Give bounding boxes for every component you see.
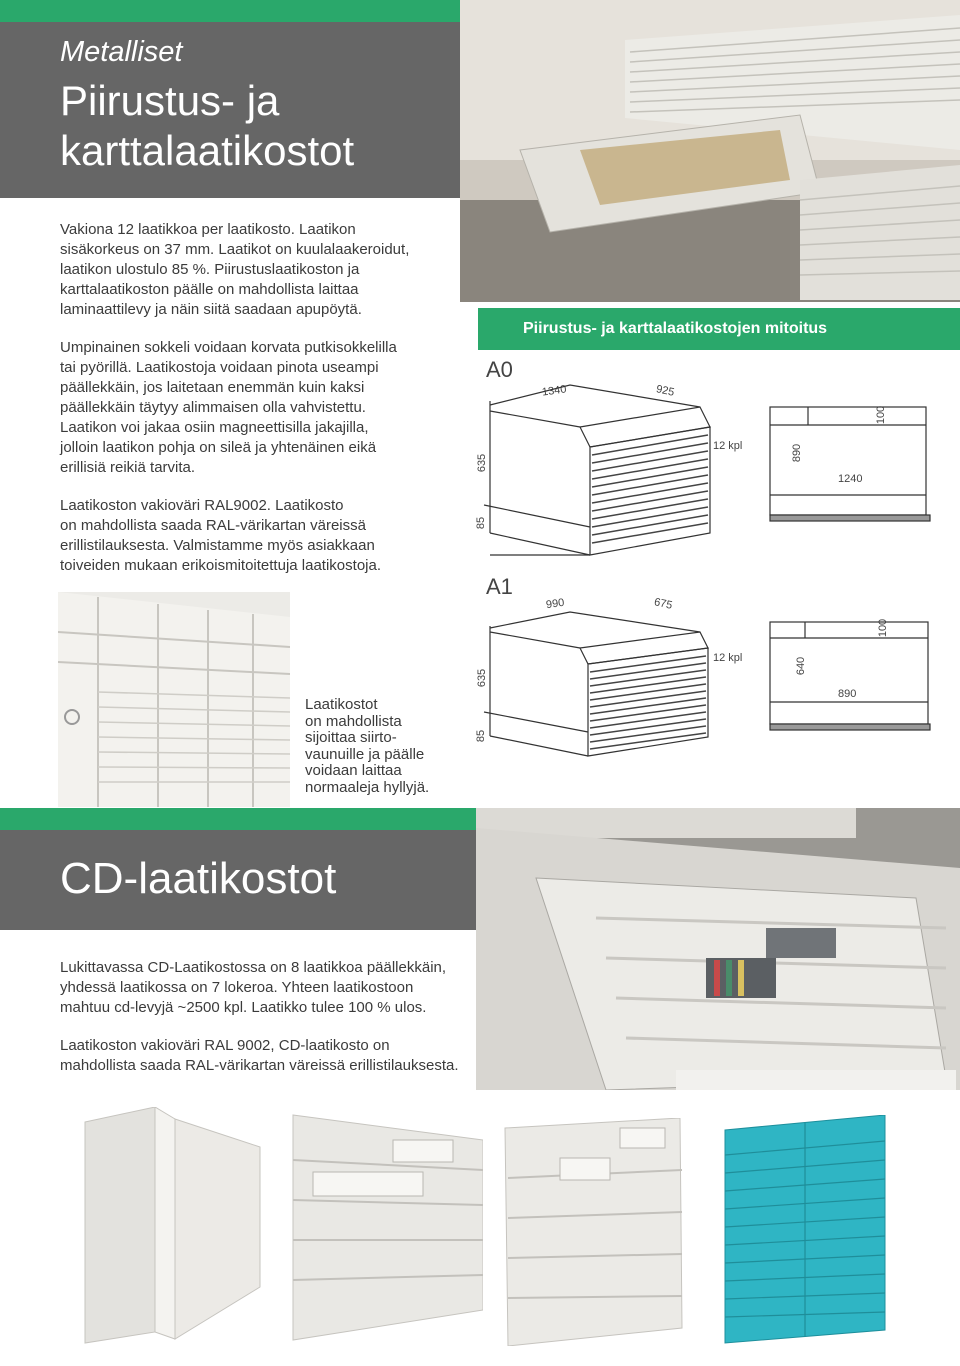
paragraph-colour	[60, 496, 460, 576]
a0-side-height: 890	[791, 443, 804, 463]
shelving-caption	[305, 697, 429, 796]
caption-line: vaunuille ja päälle	[305, 745, 425, 763]
title-line-2: karttalaatikostot	[60, 127, 355, 174]
a0-height: 635	[476, 453, 489, 473]
text-line: Laatikoston vakioväri RAL9002. Laatikosto	[60, 497, 344, 514]
text-line: on mahdollista saada RAL-värikartan väreissä	[60, 517, 366, 534]
a1-side-width: 890	[838, 688, 857, 700]
accent-bar-cd	[0, 808, 476, 830]
text-line: erillistilauksesta. Valmistamme myös asiakkaan	[60, 537, 375, 554]
text-line: Lukittavassa CD-Laatikostossa on 8 laatikkoa päällekkäin,	[60, 959, 447, 976]
a0-depth: 925	[654, 383, 676, 399]
a1-width: 990	[545, 596, 566, 612]
caption-line: on mahdollista	[305, 712, 402, 730]
a0-label: A0	[486, 357, 513, 382]
text-line: Laatikoston vakioväri RAL 9002, CD-laatikosto on	[60, 1037, 390, 1054]
text-line: päällekkäin täytyy alimmaisen olla vahvistettu.	[60, 399, 366, 416]
diagram-a1	[470, 572, 960, 772]
text-line: toiveiden mukaan erikoismitoitettuja laatikostoja.	[60, 557, 381, 574]
title-line-1: Piirustus- ja	[60, 77, 280, 124]
caption-line: normaaleja hyllyjä.	[305, 778, 430, 796]
dimensions-heading-bar	[478, 308, 960, 350]
paragraph-cd-capacity	[60, 958, 480, 1018]
text-line: karttalaatikoston päälle on mahdollista laittaa	[60, 281, 359, 298]
photo-mobile-shelving	[58, 592, 290, 807]
paragraph-standard-features	[60, 220, 460, 320]
text-line: päällekkäin, jos laitetaan enemmän kuin kaksi	[60, 379, 365, 396]
a0-plinth: 85	[475, 516, 488, 530]
paragraph-stacking	[60, 338, 460, 478]
caption-line: Laatikostot	[305, 696, 378, 713]
dimensions-heading: Piirustus- ja karttalaatikostojen mitoitus	[523, 320, 828, 337]
text-line: yhdessä laatikossa on 7 lokeroa. Yhteen laatikostoon	[60, 979, 414, 996]
section-title	[60, 76, 354, 176]
a1-height: 635	[476, 668, 489, 688]
a1-top: 100	[877, 618, 890, 638]
text-line: Laatikon voi jakaa osiin magneettisilla jakajilla,	[60, 419, 369, 436]
photo-cabinet-closed	[75, 1107, 265, 1345]
a0-top: 100	[875, 405, 888, 425]
section-header-drawers	[0, 22, 460, 198]
intro-paragraphs	[60, 220, 460, 576]
text-line: laatikon ulostulo 85 %. Piirustuslaatikoston ja	[60, 261, 360, 278]
photo-cabinet-open-drawers	[283, 1110, 483, 1344]
text-line: Vakiona 12 laatikkoa per laatikosto. Laatikon	[60, 221, 356, 238]
text-line: Umpinainen sokkeli voidaan korvata putkisokkelilla	[60, 339, 397, 356]
text-line: mahtuu cd-levyjä ~2500 kpl. Laatikko tulee 100 % ulos.	[60, 999, 427, 1016]
text-line: jolloin laatikon pohja on sileä ja yhtenäinen eikä	[60, 439, 377, 456]
photo-cabinet-cd-drawers	[500, 1118, 686, 1346]
cd-section-title: CD-laatikostot	[60, 854, 337, 903]
a0-count: 12 kpl	[713, 440, 743, 452]
a1-depth: 675	[652, 596, 674, 612]
cd-paragraphs	[60, 958, 480, 1076]
photo-cabinet-teal	[715, 1115, 890, 1345]
a0-width: 1340	[541, 383, 568, 399]
a1-plinth: 85	[475, 729, 488, 743]
accent-bar-top	[0, 0, 460, 22]
photo-cd-drawer	[476, 808, 960, 1090]
text-line: mahdollista saada RAL-värikartan väreissä erillistilauksesta.	[60, 1057, 459, 1074]
caption-line: sijoittaa siirto-	[305, 729, 397, 746]
a1-count: 12 kpl	[713, 652, 743, 664]
a1-side-height: 640	[795, 656, 808, 676]
text-line: sisäkorkeus on 37 mm. Laatikot on kuulalaakeroidut,	[60, 241, 410, 258]
section-header-cd	[0, 830, 476, 930]
text-line: laminaattilevy ja näin siitä saadaan apupöytä.	[60, 301, 362, 318]
text-line: erillisiä reikiä tarvita.	[60, 459, 196, 476]
a1-label: A1	[486, 574, 513, 599]
photo-plan-drawer-cabinet	[460, 0, 960, 302]
section-kicker: Metalliset	[60, 36, 183, 68]
caption-line: voidaan laittaa	[305, 762, 402, 779]
a0-side-width: 1240	[838, 473, 863, 485]
diagram-a0	[470, 355, 960, 575]
text-line: tai pyörillä. Laatikostoja voidaan pinota useampi	[60, 359, 379, 376]
paragraph-cd-colour	[60, 1036, 480, 1076]
